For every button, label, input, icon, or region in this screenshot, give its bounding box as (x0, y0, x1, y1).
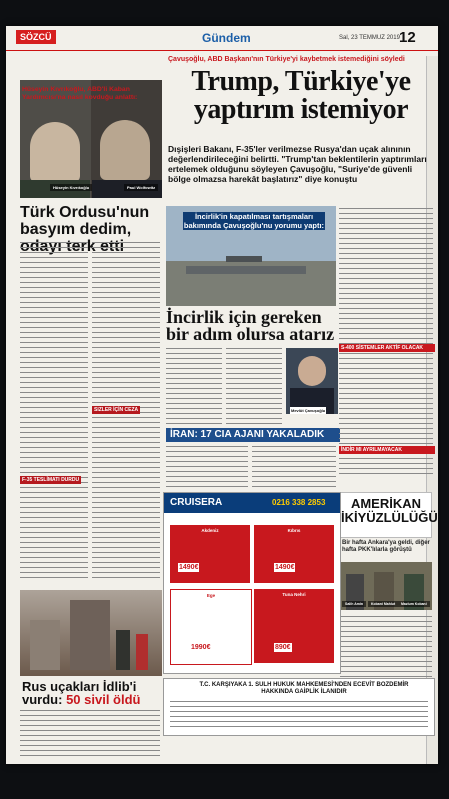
cruise-ad (163, 492, 341, 674)
ad-card-title: Akdeniz (201, 528, 219, 533)
ad-card (170, 589, 252, 665)
left-body-col-1 (20, 242, 88, 582)
photo-label: Mazlum Kobani (398, 601, 430, 607)
left-bottom-body (20, 710, 160, 760)
amerika-sub: Bir hafta Ankara'ya geldi, diğer hafta PKK'lılarla görüştü (342, 540, 430, 553)
ad-phone: 0216 338 2853 (272, 498, 326, 507)
ad-card-title: Kıbrıs (287, 528, 301, 533)
mevlut-label: Mevlüt Çavuşoğlu (291, 408, 326, 413)
right-redlabel: S-400 SİSTEMLER AKTİF OLACAK (339, 344, 435, 352)
ad-card (254, 525, 334, 583)
photo-label: Hüseyin Kıvrıkoğlu (50, 184, 92, 191)
ad-card (254, 589, 334, 663)
idlib-red: 50 sivil öldü (66, 692, 141, 707)
newspaper-logo: SÖZCÜ (16, 30, 56, 44)
ad-price: 890€ (275, 644, 291, 651)
right-body (339, 208, 433, 478)
iran-body-2 (252, 446, 336, 490)
idlib-headline (22, 680, 162, 706)
ad-card-title: Ege (206, 593, 216, 598)
left-redlabel: SIZLER İÇİN CEZA (94, 407, 139, 413)
amerika-title: AMERİKAN İKİYÜZLÜLÜĞÜ (340, 492, 432, 538)
incirlik-caption: İncirlik'in kapatılması tartışmaları bakımında Çavuşoğlu'nu yorumu yaptı: (183, 212, 325, 230)
left-kicker: Hüseyin Kıvrıkoğlu, ABD'li Kaban Yardımcısı'na nasıl kovduğu anlattı: (22, 86, 138, 101)
ad-price: 1490€ (179, 564, 199, 571)
iran-body-1 (166, 446, 248, 490)
page-number: 12 (399, 29, 416, 46)
ad-card (170, 525, 250, 583)
photo-label: Salih Amin (342, 601, 366, 607)
newspaper-page (6, 26, 438, 764)
masthead (6, 26, 438, 51)
ad-brand: CRUISERA (170, 497, 223, 508)
main-kicker: Çavuşoğlu, ABD Başkanı'nın Türkiye'yi kaybetmek istemediğini söyledi (168, 56, 405, 63)
legal-notice (163, 678, 435, 736)
idlib-line-1: Rus uçakları İdlib'i (22, 679, 137, 694)
main-subhead: Dışişleri Bakanı, F-35'ler verilmezse Rusya'dan uçak alınının değerlendirileceğini belirtti. "Trump'tan beklentilerin yaptırımları ertelemek olduğunu söyleyen Çavuşoğlu, "Suriye'de güvenli bölge olmazsa harekât başlatırız" diye konuştu (168, 144, 427, 184)
incirlik-body-1 (166, 348, 222, 426)
ad-banner (164, 493, 340, 513)
idlib-line-2: vurdu: (22, 692, 67, 707)
ad-price: 1990€ (191, 644, 211, 651)
photo-label: Paul Wolfowitz (124, 184, 158, 191)
photo-label: Kobani Mahlut (368, 601, 398, 607)
legal-title: T.C. KARŞIYAKA 1. SULH HUKUK MAHKEMESİ'NDEN ECEVİT BOZDEMİR HAKKINDA GAİPLİK İLANIDIR (199, 682, 409, 695)
section-title: Gündem (202, 31, 251, 45)
idlib-photo (20, 590, 162, 676)
right-redlabel: İNDİR MI AYRILMAYACAK (339, 446, 435, 454)
issue-date: Sal, 23 TEMMUZ 2019 (339, 35, 400, 41)
ad-card-title: Tuna Nehri (282, 592, 306, 597)
incirlik-headline: İncirlik için gereken bir adım olursa atarız (166, 307, 335, 344)
incirlik-body-2 (226, 348, 282, 426)
cavusoglu-photo (286, 348, 338, 414)
ad-price: 1490€ (275, 564, 295, 571)
legal-body (170, 701, 428, 731)
f35-redlabel: F-35 TESLİMATI DURDU (22, 477, 80, 483)
main-headline: Trump, Türkiye'ye yaptırım istemiyor (191, 66, 411, 125)
iran-bar: İRAN: 17 CIA AJANI YAKALADIK (166, 428, 340, 442)
left-headline: Türk Ordusu'nun basyım dedim, odayı terk etti (20, 204, 150, 255)
